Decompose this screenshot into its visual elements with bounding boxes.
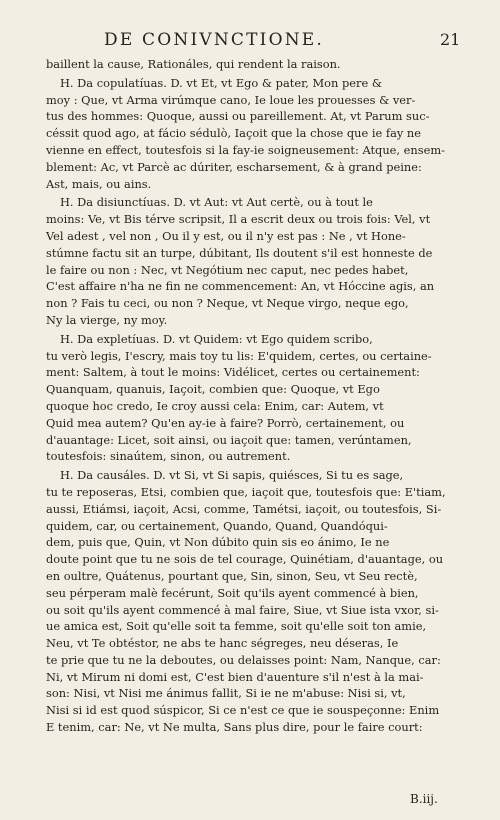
text-line: baillent la cause, Rationáles, qui rendent la raison. — [46, 57, 341, 71]
text-line: Ast, mais, ou ains. — [46, 176, 152, 191]
paragraph-expletiuas — [46, 331, 466, 465]
text-line: E tenim, car: Ne, vt Ne multa, Sans plus dire, pour le faire court: — [46, 720, 423, 735]
paragraph-disiunctiuas — [46, 194, 466, 328]
text-line: son: Nisi, vt Nisi me ánimus fallit, Si ie ne m'abuse: Nisi si, vt, — [46, 686, 406, 701]
text-line: H. Da disiunctíuas. D. vt Aut: vt Aut certè, ou à tout le — [60, 195, 373, 210]
text-line: Neu, vt Te obtéstor, ne abs te hanc ségreges, neu déseras, Ie — [46, 636, 399, 651]
text-line: ou soit qu'ils ayent commencé à mal faire, Siue, vt Siue ista vxor, si- — [46, 602, 439, 617]
text-line: tu verò legis, I'escry, mais toy tu lis: E'quidem, certes, ou certaine- — [46, 348, 432, 363]
signature-mark: B.iij. — [410, 792, 438, 806]
text-line: céssit quod ago, at fácio sédulò, Iaçoit que la chose que ie fay ne — [46, 126, 422, 141]
page-header — [0, 30, 500, 54]
text-line: aussi, Etiámsi, iaçoit, Acsi, comme, Tamétsi, iaçoit, ou toutesfois, Si- — [46, 501, 442, 516]
text-line: moins: Ve, vt Bis térve scripsit, Il a escrit deux ou trois fois: Vel, vt — [46, 212, 431, 227]
running-head: DE CONIVNCTIONE. — [104, 30, 325, 50]
text-line: toutesfois: sinaútem, sinon, ou autrement. — [46, 449, 291, 464]
paragraph-rationales — [46, 56, 466, 73]
text-line: dem, puis que, Quin, vt Non dúbito quin sis eo ánimo, Ie ne — [46, 535, 390, 550]
text-line: H. Da causáles. D. vt Si, vt Si sapis, quiésces, Si tu es sage, — [60, 468, 404, 483]
text-line: vienne en effect, toutesfois si la fay-ie soigneusement: Atque, ensem- — [46, 142, 445, 157]
text-line: quidem, car, ou certainement, Quando, Quand, Quandóqui- — [46, 518, 388, 533]
text-line: H. Da copulatíuas. D. vt Et, vt Ego & pater, Mon pere & — [60, 75, 382, 90]
text-line: seu pérperam malè fecérunt, Soit qu'ils ayent commencé à bien, — [46, 585, 419, 600]
text-line: d'auantage: Licet, soit ainsi, ou iaçoit que: tamen, verúntamen, — [46, 432, 412, 447]
text-line: Vel adest , vel non , Ou il y est, ou il n'y est pas : Ne , vt Hone- — [46, 228, 406, 243]
text-line: H. Da expletíuas. D. vt Quidem: vt Ego quidem scribo, — [60, 331, 373, 346]
text-line: tu te reposeras, Etsi, combien que, iaçoit que, toutesfois que: E'tiam, — [46, 484, 446, 499]
text-line: stúmne factu sit an turpe, dúbitant, Ils doutent s'il est honneste de — [46, 245, 433, 260]
text-line: blement: Ac, vt Parcè ac dúriter, escharsement, & à grand peine: — [46, 159, 422, 174]
text-line: ue amica est, Soit qu'elle soit ta femme, soit qu'elle soit ton amie, — [46, 619, 427, 634]
text-line: Nisi si id est quod súspicor, Si ce n'est ce que ie souspeçonne: Enim — [46, 703, 440, 718]
text-line: ment: Saltem, à tout le moins: Vidélicet, certes ou certainement: — [46, 365, 420, 380]
text-line: quoque hoc credo, Ie croy aussi cela: Enim, car: Autem, vt — [46, 398, 384, 413]
text-line: non ? Fais tu ceci, ou non ? Neque, vt Neque virgo, neque ego, — [46, 296, 409, 311]
body-text — [46, 56, 466, 736]
text-line: doute point que tu ne sois de tel courage, Quinétiam, d'auantage, ou — [46, 552, 444, 567]
text-line: Ny la vierge, ny moy. — [46, 312, 168, 327]
text-line: te prie que tu ne la deboutes, ou delaisses point: Nam, Nanque, car: — [46, 652, 441, 667]
text-line: C'est affaire n'ha ne fin ne commencement: An, vt Hóccine agis, an — [46, 279, 435, 294]
text-line: Ni, vt Mirum ni domi est, C'est bien d'auenture s'il n'est à la mai- — [46, 669, 424, 684]
paragraph-causales — [46, 467, 466, 736]
text-line: en oultre, Quátenus, pourtant que, Sin, sinon, Seu, vt Seu rectè, — [46, 568, 418, 583]
text-line: le faire ou non : Nec, vt Negótium nec caput, nec pedes habet, — [46, 262, 409, 277]
text-line: Quanquam, quanuis, Iaçoit, combien que: Quoque, vt Ego — [46, 382, 380, 397]
paragraph-copulatiuas — [46, 75, 466, 193]
text-line: Quid mea autem? Qu'en ay-ie à faire? Porrò, certainement, ou — [46, 415, 405, 430]
text-line: moy : Que, vt Arma virúmque cano, Ie loue les prouesses & ver- — [46, 92, 416, 107]
text-line: tus des hommes: Quoque, aussi ou pareillement. At, vt Parum suc- — [46, 109, 430, 124]
page-number: 21 — [440, 30, 461, 49]
